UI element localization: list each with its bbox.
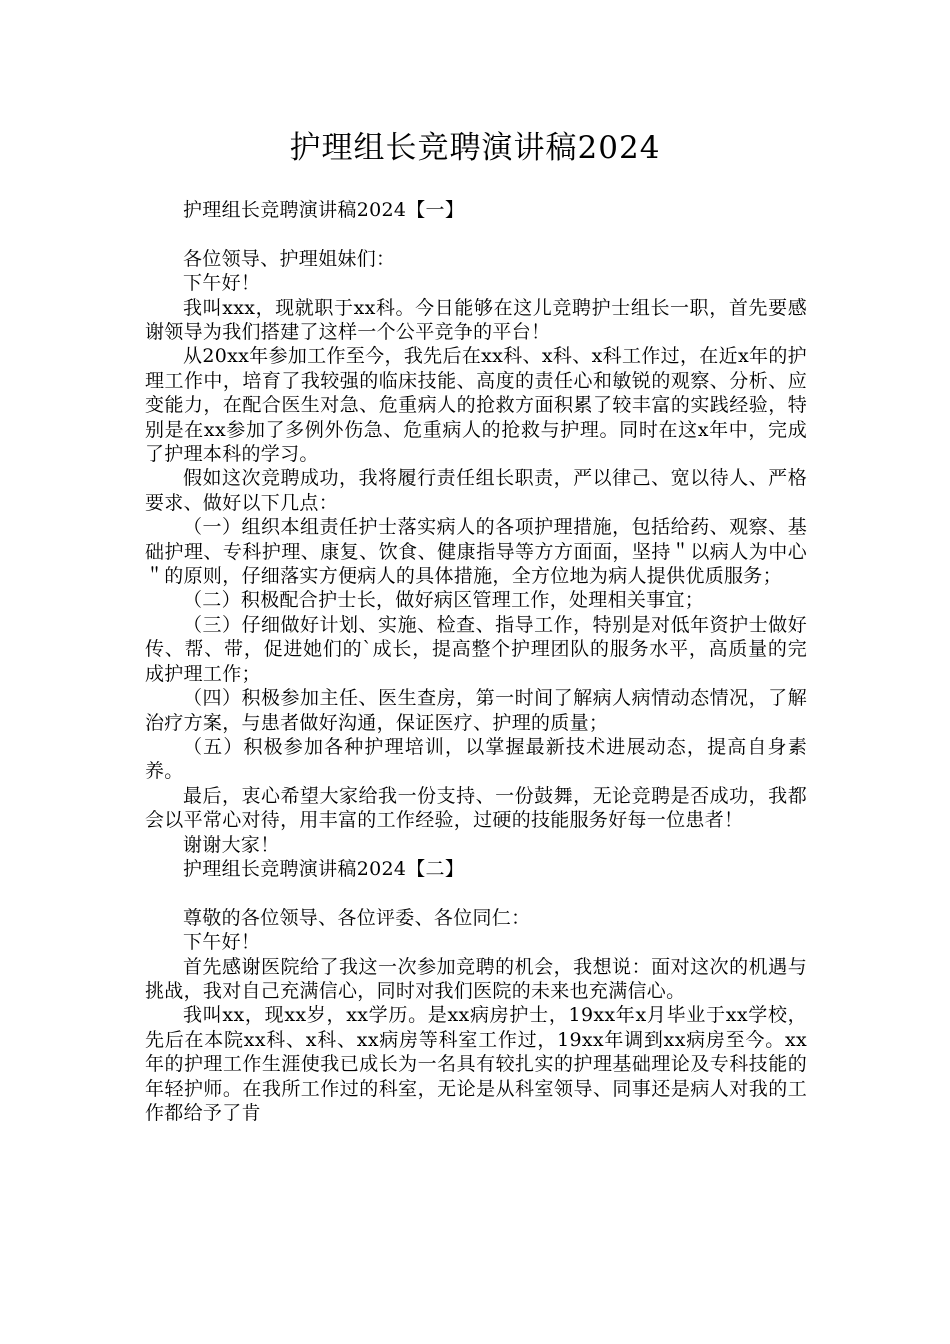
paragraph: 从20xx年参加工作至今，我先后在xx科、x科、x科工作过，在近x年的护理工作中，培育了我较强的临床技能、高度的责任心和敏锐的观察、分析、应变能力，在配合医生对急、危重病人的抢救方面积累了较丰富的实践经验，特别是在xx参加了多例外伤急、危重病人的抢救与护理。同时在这x年中，完成了护理本科的学习。 (145, 345, 807, 466)
closing-thanks: 谢谢大家！ (183, 833, 280, 856)
paragraph: 假如这次竞聘成功，我将履行责任组长职责，严以律己、宽以待人、严格要求、做好以下几点： (145, 467, 807, 514)
list-item: （一）组织本组责任护士落实病人的各项护理措施，包括给药、观察、基础护理、专科护理、康复、饮食、健康指导等方方面面，坚持＂以病人为中心＂的原则，仔细落实方便病人的具体措施，全方位地为病人提供优质服务； (145, 516, 807, 588)
list-item: （二）积极配合护士长，做好病区管理工作，处理相关事宜； (183, 589, 705, 612)
paragraph: 首先感谢医院给了我这一次参加竞聘的机会，我想说：面对这次的机遇与挑战，我对自己充满信心，同时对我们医院的未来也充满信心。 (145, 955, 807, 1002)
section-heading-1: 护理组长竞聘演讲稿2024【一】 (183, 199, 465, 221)
greeting-afternoon: 下午好！ (183, 272, 261, 295)
list-item: （五）积极参加各种护理培训，以掌握最新技术进展动态，提高自身素养。 (145, 735, 807, 783)
document-title: 护理组长竞聘演讲稿2024 (289, 130, 661, 166)
list-item: （三）仔细做好计划、实施、检查、指导工作，特别是对低年资护士做好传、帮、带，促进她们的`成长，提高整个护理团队的服务水平，高质量的完成护理工作； (145, 613, 807, 685)
paragraph: 我叫xxx，现就职于xx科。今日能够在这儿竞聘护士组长一职，首先要感谢领导为我们搭建了这样一个公平竞争的平台！ (145, 296, 807, 344)
section-heading-2: 护理组长竞聘演讲稿2024【二】 (183, 857, 465, 880)
salutation: 各位领导、护理姐妹们： (183, 247, 396, 270)
document-body (145, 198, 807, 1125)
list-item: （四）积极参加主任、医生查房，第一时间了解病人病情动态情况，了解治疗方案，与患者做好沟通，保证医疗、护理的质量； (145, 687, 807, 734)
paragraph: 最后，衷心希望大家给我一份支持、一份鼓舞，无论竞聘是否成功，我都会以平常心对待，用丰富的工作经验，过硬的技能服务好每一位患者！ (145, 784, 807, 832)
paragraph: 我叫xx，现xx岁，xx学历。是xx病房护士，19xx年x月毕业于xx学校，先后在本院xx科、x科、xx病房等科室工作过，19xx年调到xx病房至今。xx年的护理工作生涯使我已成长为一名具有较扎实的护理基础理论及专科技能的年轻护师。在我所工作过的科室，无论是从科室领导、同事还是病人对我的工作都给予了肯 (145, 1004, 807, 1124)
greeting-afternoon: 下午好！ (183, 931, 261, 954)
salutation: 尊敬的各位领导、各位评委、各位同仁： (183, 906, 531, 929)
